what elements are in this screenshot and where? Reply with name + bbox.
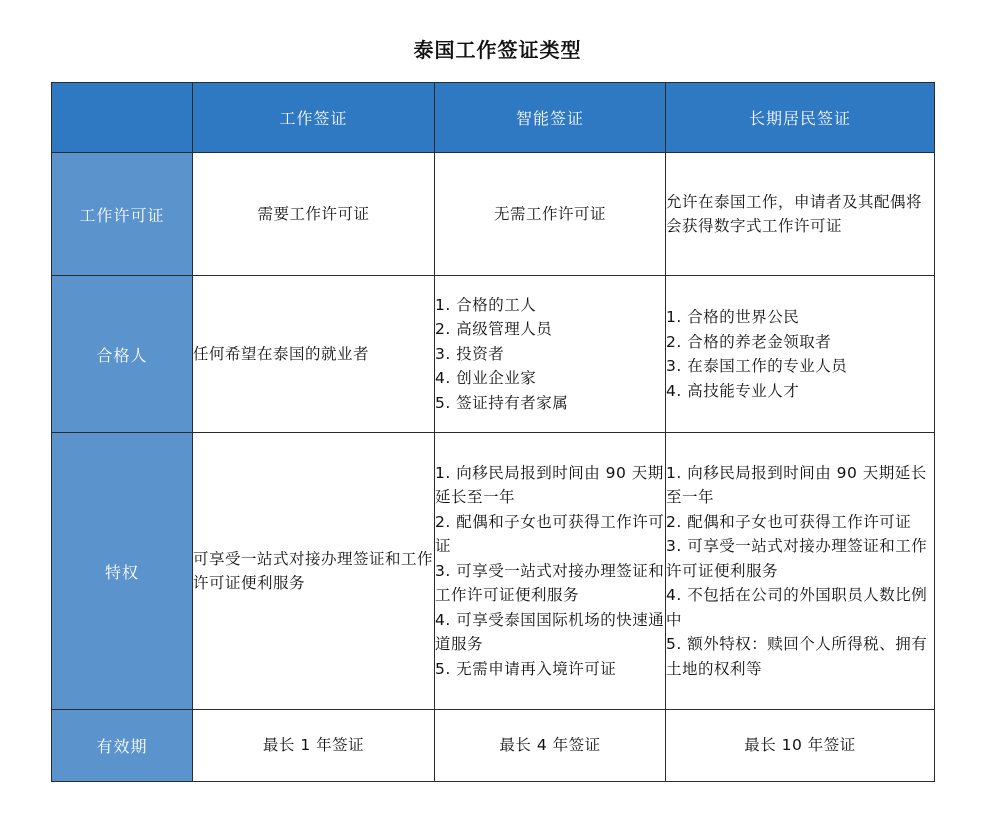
list-item: 1. 合格的工人 [435, 295, 537, 314]
cell-permit-smart: 无需工作许可证 [435, 153, 666, 276]
row-header-privileges: 特权 [52, 433, 193, 710]
list-item: 2. 高级管理人员 [435, 320, 553, 339]
cell-validity-ltr: 最长 10 年签证 [666, 710, 935, 782]
list-item: 3. 可享受一站式对接办理签证和工作许可证便利服务 [435, 561, 665, 605]
header-row [52, 83, 935, 153]
list-item: 2. 配偶和子女也可获得工作许可证 [435, 512, 665, 556]
cell-permit-work: 需要工作许可证 [193, 153, 435, 276]
list-item: 5. 签证持有者家属 [435, 393, 569, 412]
column-header-work-visa: 工作签证 [193, 83, 435, 153]
row-header-validity: 有效期 [52, 710, 193, 782]
visa-comparison-table [51, 82, 935, 782]
list-item: 3. 可享受一站式对接办理签证和工作许可证便利服务 [666, 537, 928, 580]
table-row-validity [52, 710, 935, 782]
list-item: 1. 向移民局报到时间由 90 天期延长至一年 [435, 463, 664, 507]
cell-eligible-work: 任何希望在泰国的就业者 [193, 276, 435, 433]
list-item: 3. 在泰国工作的专业人员 [666, 357, 848, 375]
table-row-eligible [52, 276, 935, 433]
list-item: 2. 合格的养老金领取者 [666, 332, 832, 351]
row-header-eligible: 合格人 [52, 276, 193, 433]
list-item: 5. 无需申请再入境许可证 [435, 659, 617, 678]
list-item: 4. 可享受泰国国际机场的快速通道服务 [435, 610, 665, 654]
cell-permit-ltr: 允许在泰国工作，申请者及其配偶将会获得数字式工作许可证 [666, 153, 935, 276]
list-item: 4. 不包括在公司的外国职员人数比例中 [666, 586, 928, 629]
list-item: 2. 配偶和子女也可获得工作许可证 [666, 512, 912, 531]
cell-validity-smart: 最长 4 年签证 [435, 710, 666, 782]
cell-privileges-ltr [666, 433, 935, 710]
table-row-permit [52, 153, 935, 276]
list-item: 4. 创业企业家 [435, 369, 537, 388]
cell-eligible-ltr [666, 276, 935, 433]
cell-validity-work: 最长 1 年签证 [193, 710, 435, 782]
cell-eligible-smart [435, 276, 666, 433]
list-item: 3. 投资者 [435, 344, 505, 363]
list-item: 4. 高技能专业人才 [666, 381, 800, 400]
row-header-permit: 工作许可证 [52, 153, 193, 276]
cell-privileges-smart [435, 433, 666, 710]
table-row-privileges [52, 433, 935, 710]
list-item: 1. 向移民局报到时间由 90 天期延长至一年 [666, 463, 927, 507]
page-title: 泰国工作签证类型 [413, 38, 582, 62]
list-item: 5. 额外特权：赎回个人所得税、拥有土地的权利等 [666, 635, 928, 678]
corner-cell [52, 83, 193, 153]
column-header-ltr-visa: 长期居民签证 [666, 83, 935, 153]
list-item: 1. 合格的世界公民 [666, 308, 800, 326]
column-header-smart-visa: 智能签证 [435, 83, 666, 153]
cell-privileges-work: 可享受一站式对接办理签证和工作许可证便利服务 [193, 433, 435, 710]
